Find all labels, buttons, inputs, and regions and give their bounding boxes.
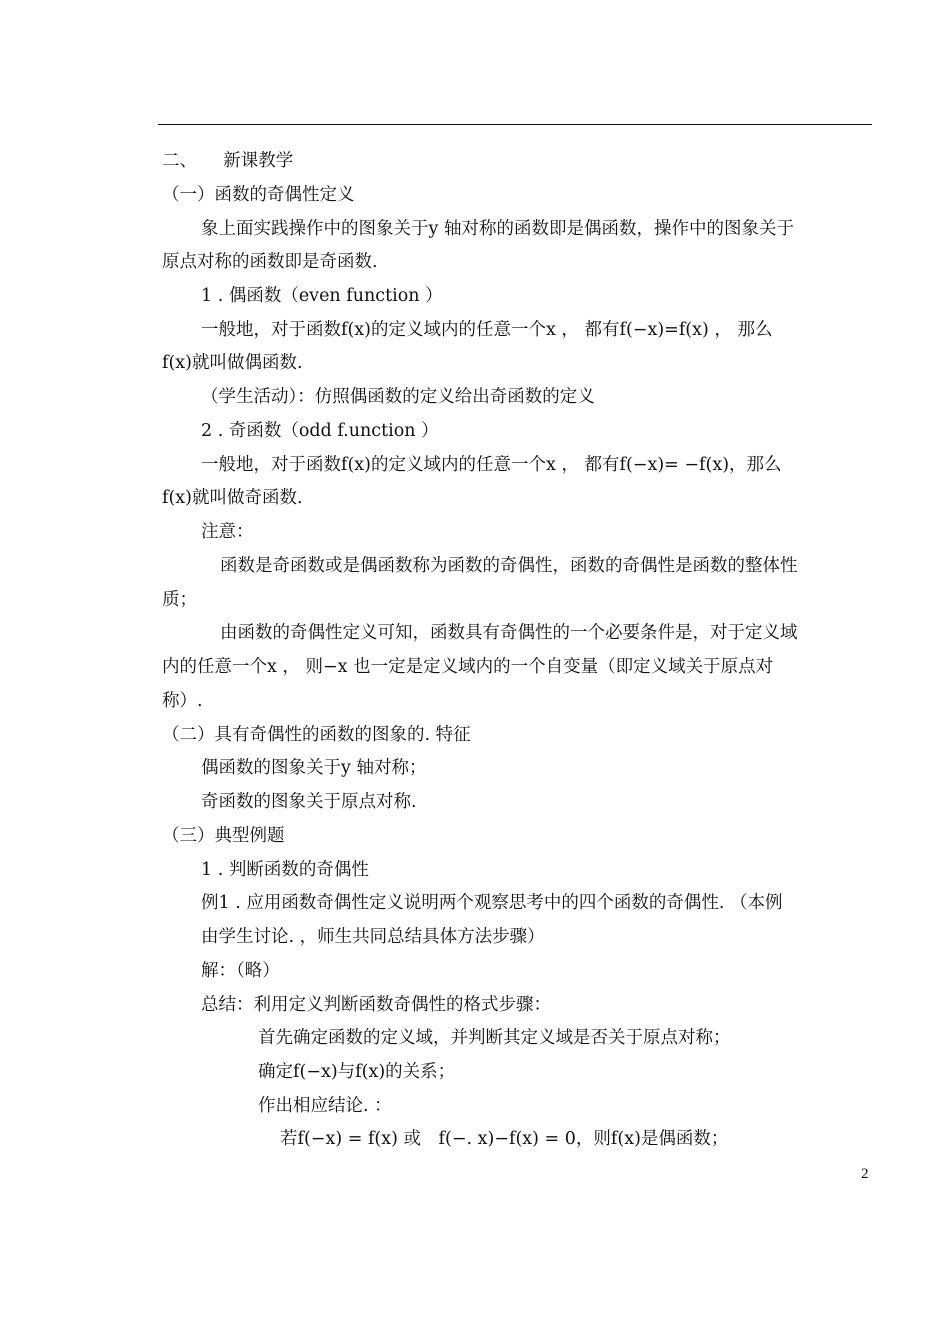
paragraph-line: 由学生讨论. ，师生共同总结具体方法步骤） — [201, 927, 545, 947]
step-line: 首先确定函数的定义域，并判断其定义域是否关于原点对称； — [258, 1028, 731, 1048]
paragraph-line: 例1 . 应用函数奇偶性定义说明两个观察思考中的四个函数的奇偶性. （本例 — [201, 893, 783, 913]
subsection-heading: （一）函数的奇偶性定义 — [162, 185, 355, 205]
numbered-heading: 1 . 判断函数的奇偶性 — [201, 860, 369, 880]
paragraph-line: 由函数的奇偶性定义可知，函数具有奇偶性的一个必要条件是，对于定义域 — [220, 623, 798, 643]
step-line: 若f(−x) = f(x) 或 f(−. x)−f(x) = 0，则f(x)是偶函数； — [280, 1129, 729, 1149]
subsection-heading: （三）典型例题 — [162, 826, 285, 846]
paragraph-line: 偶函数的图象关于y 轴对称； — [201, 758, 427, 778]
section-heading: 二、 新课教学 — [162, 151, 294, 171]
note-label: 注意： — [201, 522, 254, 542]
paragraph-line: f(x)就叫做偶函数. — [162, 353, 303, 373]
paragraph-line: 内的任意一个x ， 则−x 也一定是定义域内的一个自变量（即定义域关于原点对 — [162, 657, 774, 677]
paragraph-line: 质； — [162, 590, 197, 610]
paragraph-line: 总结：利用定义判断函数奇偶性的格式步骤： — [201, 995, 551, 1015]
paragraph-line: 象上面实践操作中的图象关于y 轴对称的函数即是偶函数，操作中的图象关于 — [201, 219, 794, 239]
header-rule — [158, 124, 872, 125]
page-number: 2 — [861, 1166, 869, 1182]
paragraph-line: 函数是奇函数或是偶函数称为函数的奇偶性，函数的奇偶性是函数的整体性 — [220, 556, 798, 576]
numbered-heading: 1 . 偶函数（even function ） — [201, 286, 443, 306]
subsection-heading: （二）具有奇偶性的函数的图象的. 特征 — [162, 725, 471, 745]
paragraph-line: 一般地，对于函数f(x)的定义域内的任意一个x ， 都有f(−x)=f(x) ， 那么 — [201, 320, 773, 340]
step-line: 确定f(−x)与f(x)的关系； — [258, 1062, 456, 1082]
paragraph-line: f(x)就叫做奇函数. — [162, 488, 303, 508]
step-line: 作出相应结论. ： — [258, 1096, 392, 1116]
numbered-heading: 2 . 奇函数（odd f.unction ） — [201, 421, 439, 441]
paragraph-line: 称）. — [162, 691, 203, 711]
paragraph-line: 解：（略） — [201, 961, 280, 981]
paragraph-line: 原点对称的函数即是奇函数. — [162, 252, 378, 272]
paragraph-line: 一般地，对于函数f(x)的定义域内的任意一个x ， 都有f(−x)= −f(x)，那么 — [201, 455, 782, 475]
paragraph-line: 奇函数的图象关于原点对称. — [201, 792, 417, 812]
paragraph-line: （学生活动）：仿照偶函数的定义给出奇函数的定义 — [201, 387, 595, 407]
